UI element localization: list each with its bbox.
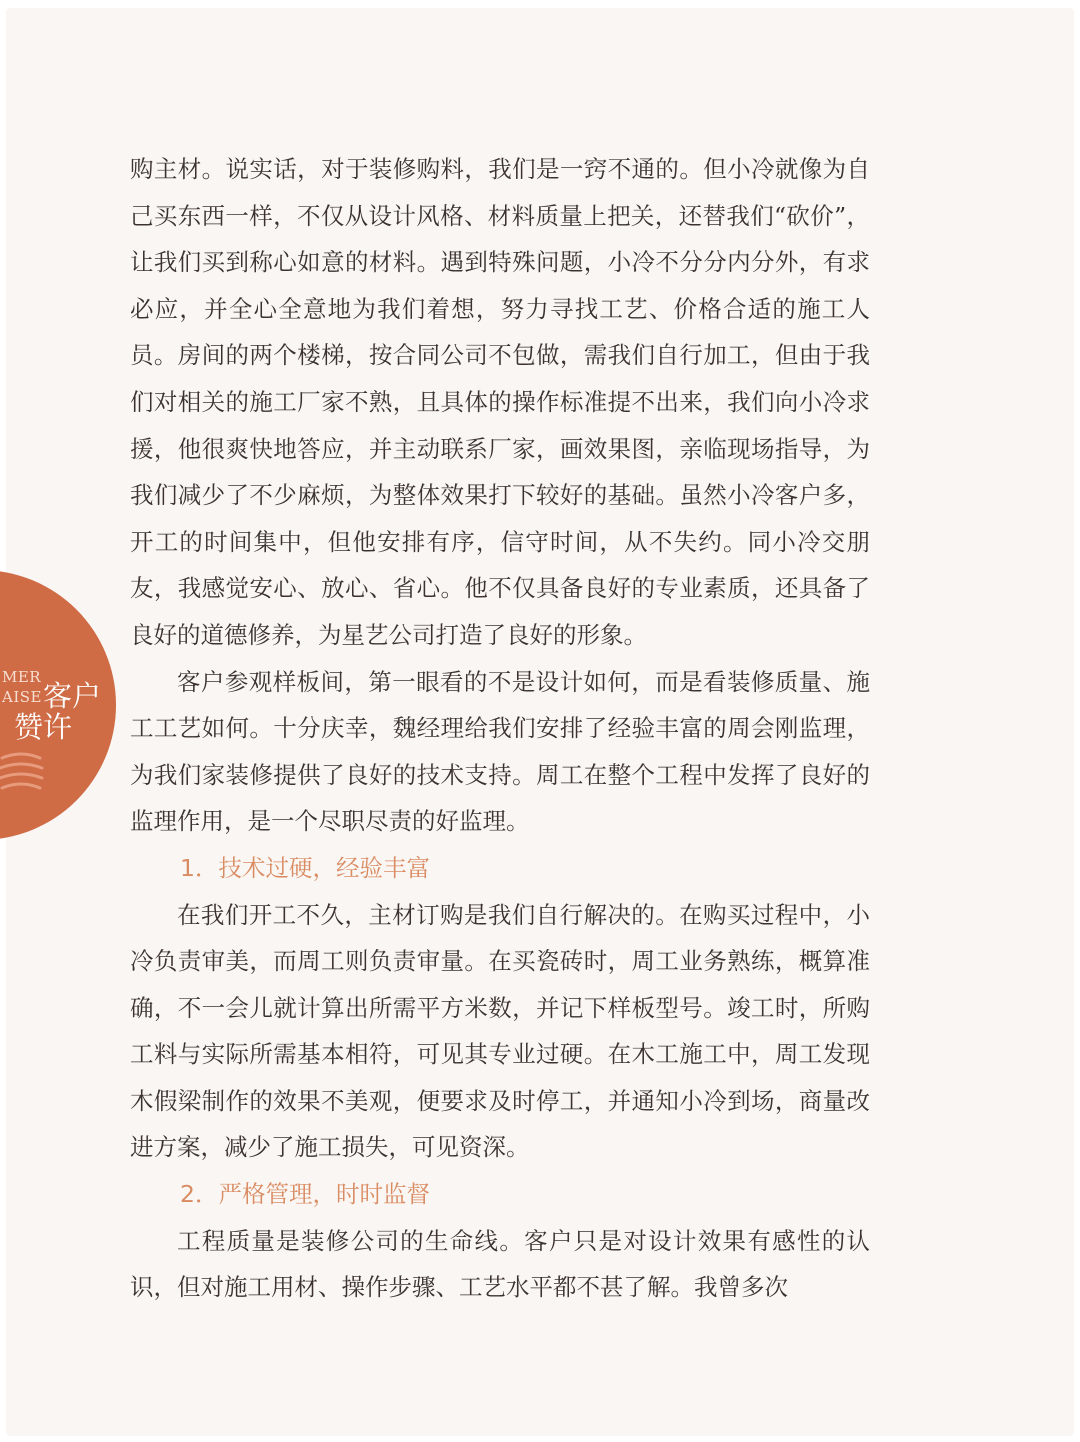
badge-chinese-line1: 客户 bbox=[43, 679, 102, 713]
paragraph: 工程质量是装修公司的生命线。客户只是对设计效果有感性的认识，但对施工用材、操作步骤、工艺水平都不甚了解。我曾多次 bbox=[130, 1226, 870, 1302]
section-badge bbox=[0, 570, 116, 840]
document-page bbox=[2, 8, 1074, 1436]
paragraph-continued: 购主材。说实话，对于装修购料，我们是一窍不通的。但小冷就像为自己买东西一样，不仅从设计风格、材料质量上把关，还替我们“砍价”，让我们买到称心如意的材料。遇到特殊问题，小冷不分分内分外，有求必应，并全心全意地为我们着想，努力寻找工艺、价格合适的施工人员。房间的两个楼梯，按合同公司不包做，需我们自行加工，但由于我们对相关的施工厂家不熟，且具体的操作标准提不出来，我们向小冷求援，他很爽快地答应，并主动联系厂家，画效果图，亲临现场指导，为我们减少了不少麻烦，为整体效果打下较好的基础。虽然小冷客户多，开工的时间集中，但他安排有序，信守时间，从不失约。同小冷交朋友，我感觉安心、放心、省心。他不仅具备良好的专业素质，还具备了良好的道德修养，为星艺公司打造了良好的形象。 bbox=[130, 155, 870, 649]
section-heading: 2．严格管理，时时监督 bbox=[180, 1180, 430, 1209]
article-body bbox=[130, 146, 870, 1311]
decorative-swirl-icon bbox=[0, 748, 46, 798]
badge-chinese-line2: 赞许 bbox=[14, 710, 73, 744]
badge-english-line1: MER bbox=[2, 668, 42, 686]
section-heading: 1．技术过硬，经验丰富 bbox=[180, 853, 430, 882]
badge-english-line2: AISE bbox=[2, 688, 42, 706]
paragraph: 客户参观样板间，第一眼看的不是设计如何，而是看装修质量、施工工艺如何。十分庆幸，魏经理给我们安排了经验丰富的周会刚监理，为我们家装修提供了良好的技术支持。周工在整个工程中发挥了良好的监理作用，是一个尽职尽责的好监理。 bbox=[130, 667, 870, 836]
paragraph: 在我们开工不久，主材订购是我们自行解决的。在购买过程中，小冷负责审美，而周工则负责审量。在买瓷砖时，周工业务熟练，概算准确，不一会儿就计算出所需平方米数，并记下样板型号。竣工时，所购工料与实际所需基本相符，可见其专业过硬。在木工施工中，周工发现木假梁制作的效果不美观，便要求及时停工，并通知小冷到场，商量改进方案，减少了施工损失，可见资深。 bbox=[130, 900, 870, 1162]
